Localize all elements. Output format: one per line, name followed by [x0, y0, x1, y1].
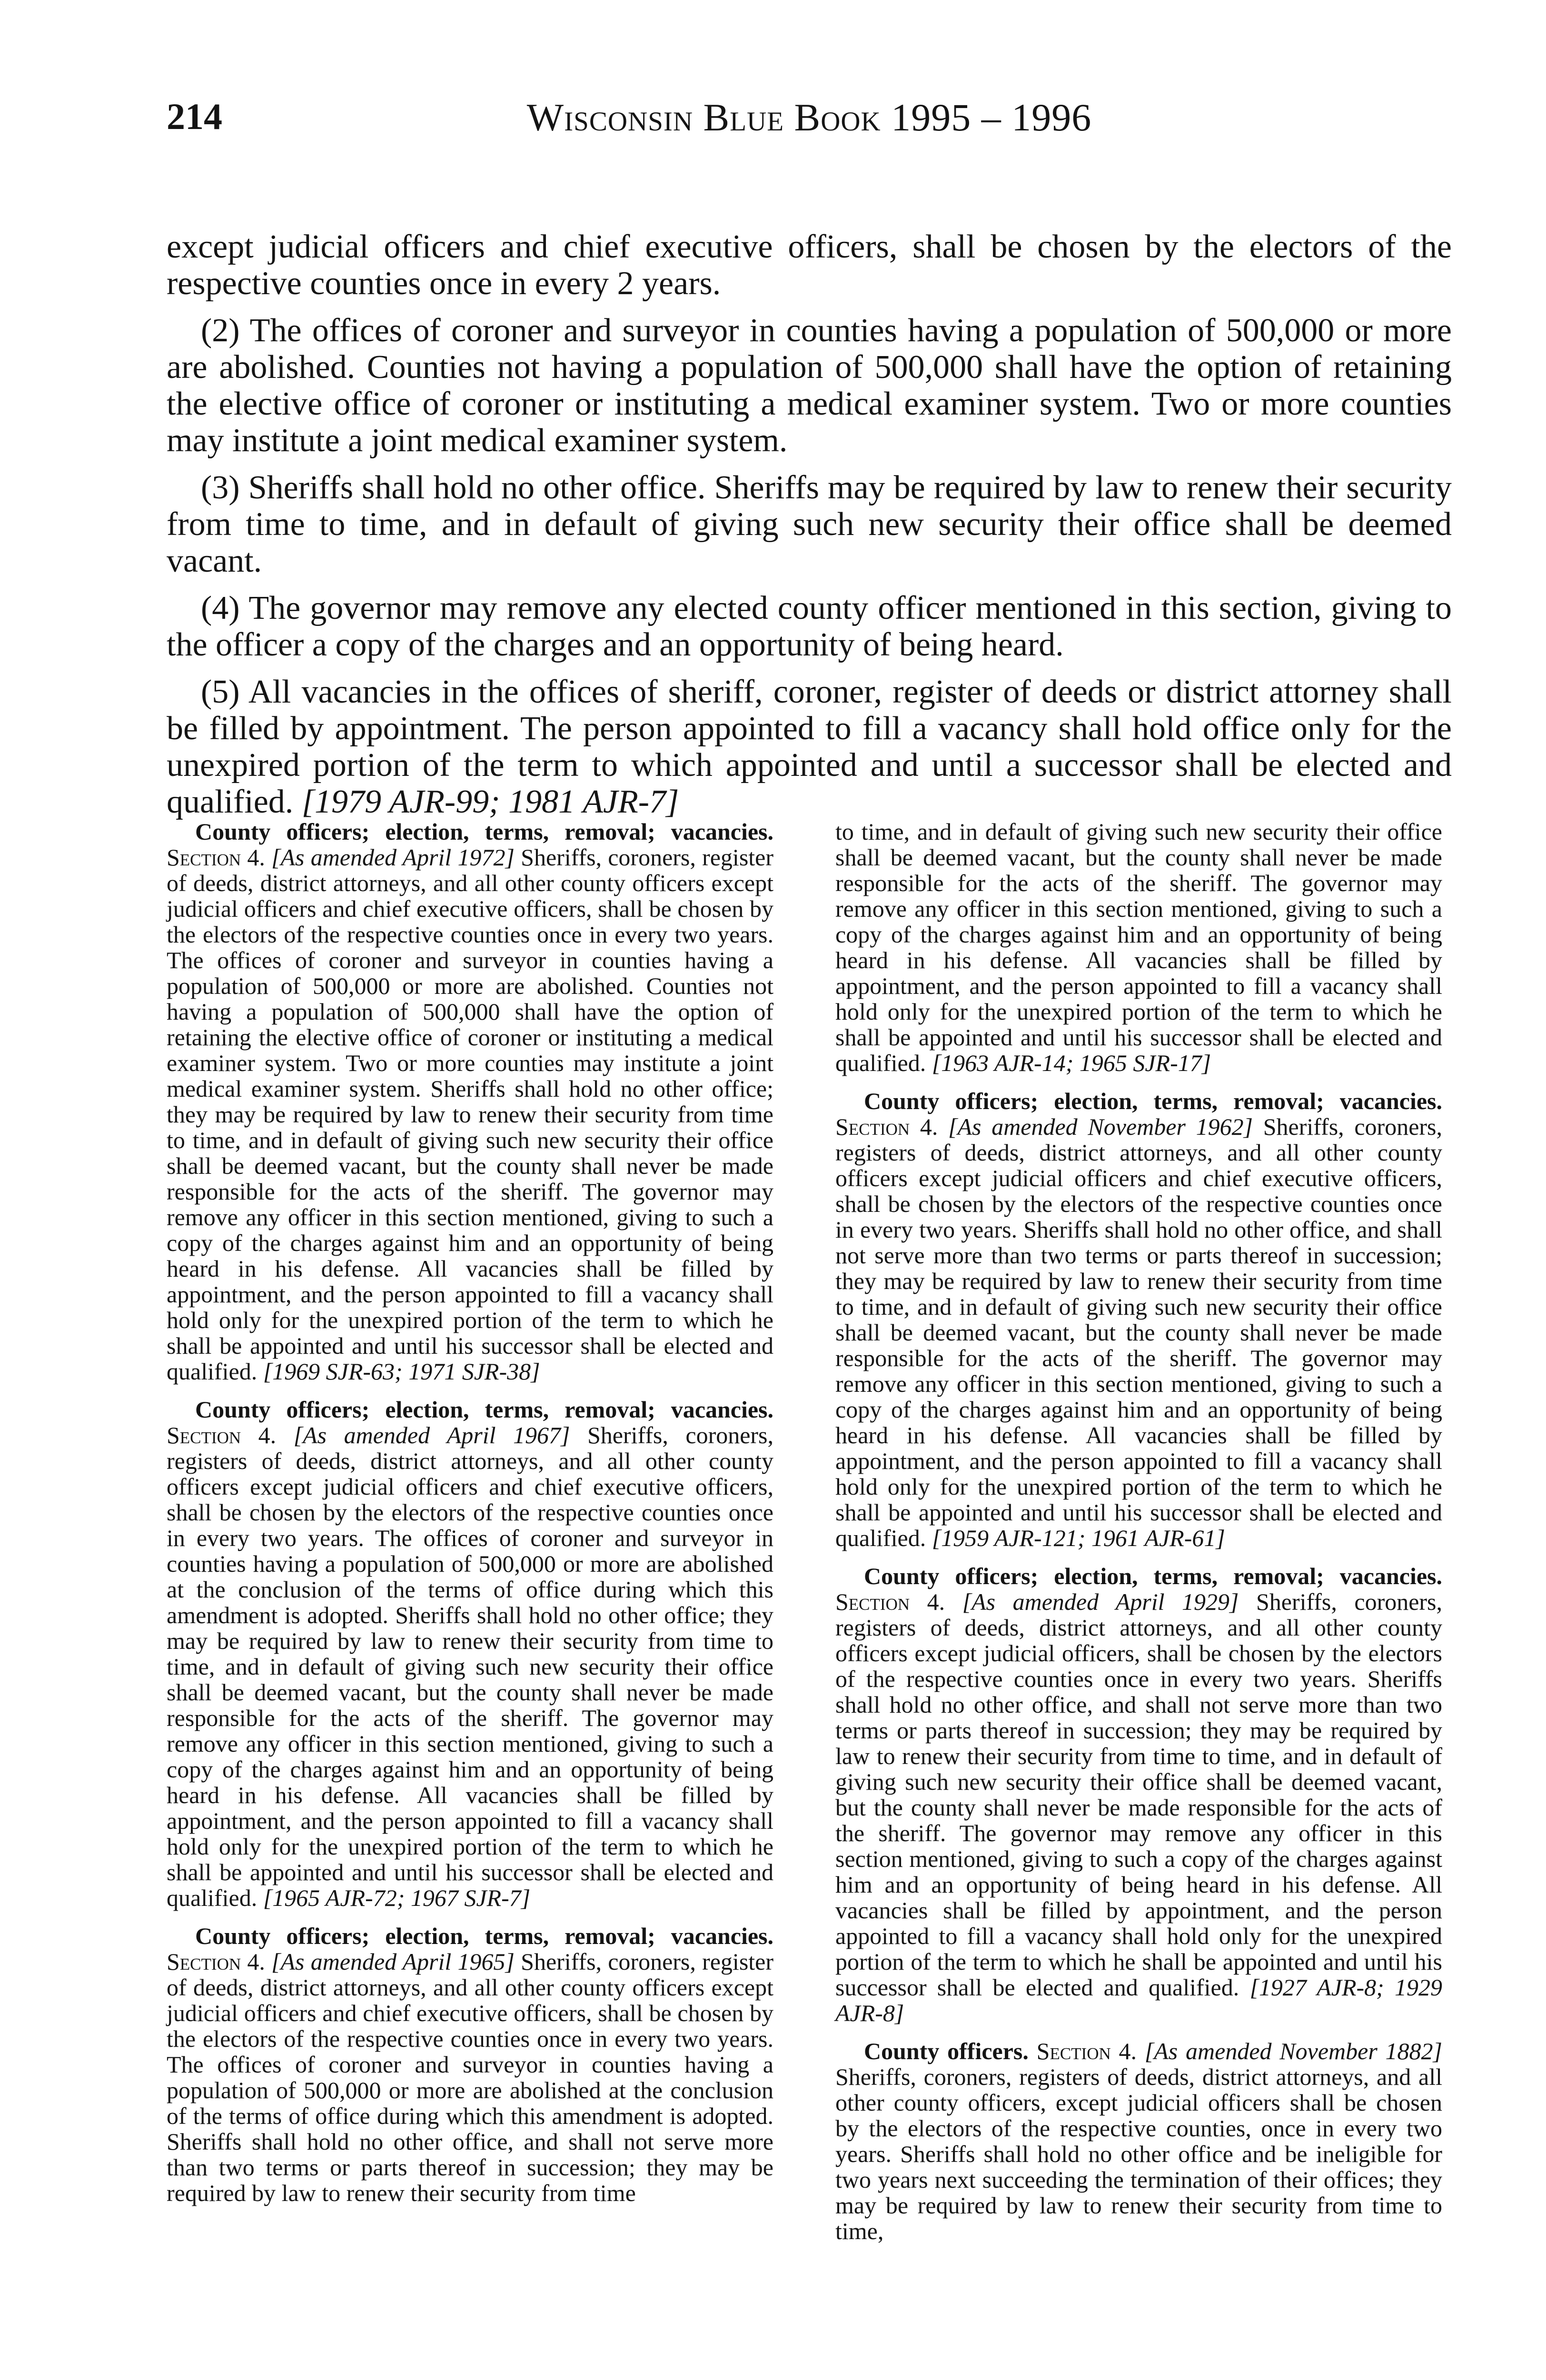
- note-amendment: [As amended April 1965]: [271, 1948, 515, 1975]
- paragraph-2: (2) The offices of coroner and surveyor in counties having a population of 500,000 or more are abolished. Counties not having a population of 500,000 shall have the option of retaining the elective office of coroner or instituting a medical examiner system. Two or more counties may institute a joint medical examiner system.: [167, 312, 1452, 459]
- note-section: Section 4.: [167, 844, 265, 871]
- note-heading: County officers; election, terms, removal; vacancies.: [195, 1923, 773, 1949]
- history-note-continuation: [835, 819, 1442, 1076]
- running-head: [167, 95, 1452, 148]
- paragraph-5-citation: [1979 AJR-99; 1981 AJR-7]: [301, 783, 679, 820]
- running-title: Wisconsin Blue Book 1995 – 1996: [526, 96, 1092, 139]
- note-amendment: [As amended April 1929]: [962, 1588, 1239, 1615]
- note-amendment: [As amended November 1962]: [948, 1113, 1253, 1140]
- note-text: Sheriffs, coroners, registers of deeds, district attorneys, and all other county officers except judicial officers, shall be chosen by the electors of the respective counties once in every two years. Sheriffs shall hold no other office, and shall not serve more than two terms or parts thereof in succession; they may be required by law to renew their security from time to time, and in default of giving such new security their office shall be deemed vacant, but the county shall never be made responsible for the acts of the sheriff. The governor may remove any officer in this section mentioned, giving to such a copy of the charges against him and an opportunity of being heard in his defense. All vacancies shall be filled by appointment, and the person appointed to fill a vacancy shall hold only for the unexpired portion of the term to which he shall be appointed and until his successor shall be elected and qualified.: [835, 1588, 1443, 2001]
- note-heading: County officers; election, terms, removal; vacancies.: [195, 818, 773, 845]
- note-heading: County officers.: [864, 2038, 1029, 2064]
- note-amendment: [As amended November 1882]: [1144, 2038, 1442, 2064]
- note-heading: County officers; election, terms, removal; vacancies.: [864, 1088, 1442, 1114]
- note-section: Section 4.: [167, 1422, 277, 1448]
- history-note: [835, 1563, 1442, 2026]
- note-citation: [1959 AJR-121; 1961 AJR-61]: [932, 1525, 1225, 1551]
- paragraph-5: [167, 674, 1452, 820]
- note-amendment: [As amended April 1972]: [271, 844, 515, 871]
- history-note: [167, 819, 773, 1384]
- note-text: Sheriffs, coroners, registers of deeds, district attorneys, and all other county officers, except judicial officers shall be chosen by the electors of the respective counties, once in every two years. Sheriffs shall hold no other office and be ineligible for two years next succeeding the termination of their offices; they may be required by law to renew their security from time to time,: [835, 2063, 1442, 2244]
- paragraph-3: (3) Sheriffs shall hold no other office. Sheriffs may be required by law to renew their security from time to time, and in default of giving such new security their office shall be deemed vacant.: [167, 469, 1452, 579]
- history-note: [167, 1923, 773, 2206]
- history-notes-right-column: [835, 819, 1442, 2256]
- note-text: Sheriffs, coroners, register of deeds, district attorneys, and all other county officers except judicial officers and chief executive officers, shall be chosen by the electors of the respective counties once in every two years. The offices of coroner and surveyor in counties having a population of 500,000 or more are abolished. Counties not having a population of 500,000 shall have the option of retaining the elective office of coroner or instituting a medical examiner system. Two or more counties may institute a joint medical examiner system. Sheriffs shall hold no other office; they may be required by law to renew their security from time to time, and in default of giving such new security their office shall be deemed vacant, but the county shall never be made responsible for the acts of the sheriff. The governor may remove any officer in this section mentioned, giving to such a copy of the charges against him and an opportunity of being heard in his defense. All vacancies shall be filled by appointment, and the person appointed to fill a vacancy shall hold only for the unexpired portion of the term to which he shall be appointed and until his successor shall be elected and qualified.: [167, 844, 774, 1385]
- note-text: to time, and in default of giving such new security their office shall be deemed vacant, but the county shall never be made responsible for the acts of the sheriff. The governor may remove any officer in this section mentioned, giving to such a copy of the charges against him and an opportunity of being heard in his defense. All vacancies shall be filled by appointment, and the person appointed to fill a vacancy shall hold only for the unexpired portion of the term to which he shall be appointed and until his successor shall be elected and qualified.: [835, 818, 1442, 1076]
- constitution-text: [167, 228, 1452, 831]
- note-heading: County officers; election, terms, removal; vacancies.: [864, 1563, 1442, 1589]
- note-amendment: [As amended April 1967]: [293, 1422, 570, 1448]
- note-section: Section 4.: [835, 1588, 945, 1615]
- paragraph-5-text: (5) All vacancies in the offices of sheriff, coroner, register of deeds or district attorney shall be filled by appointment. The person appointed to fill a vacancy shall hold office only for the unexpired portion of the term to which appointed and until a successor shall be elected and qualified.: [167, 674, 1452, 820]
- note-citation: [1965 AJR-72; 1967 SJR-7]: [263, 1884, 531, 1911]
- history-note: [835, 2038, 1442, 2244]
- note-text: Sheriffs, coroners, registers of deeds, district attorneys, and all other county officers except judicial officers and chief executive officers, shall be chosen by the electors of the respective counties once in every two years. The offices of coroner and surveyor in counties having a population of 500,000 or more are abolished at the conclusion of the terms of office during which this amendment is adopted. Sheriffs shall hold no other office; they may be required by law to renew their security from time to time, and in default of giving such new security their office shall be deemed vacant, but the county shall never be made responsible for the acts of the sheriff. The governor may remove any officer in this section mentioned, giving to such a copy of the charges against him and an opportunity of being heard in his defense. All vacancies shall be filled by appointment, and the person appointed to fill a vacancy shall hold only for the unexpired portion of the term to which he shall be appointed and until his successor shall be elected and qualified.: [167, 1422, 774, 1911]
- note-text: Sheriffs, coroners, register of deeds, district attorneys, and all other county officers except judicial officers and chief executive officers, shall be chosen by the electors of the respective counties once in every two years. The offices of coroner and surveyor in counties having a population of 500,000 or more are abolished at the conclusion of the terms of office during which this amendment is adopted. Sheriffs shall hold no other office, and shall not serve more than two terms or parts thereof in succession; they may be required by law to renew their security from time: [167, 1948, 774, 2206]
- paragraph-4: (4) The governor may remove any elected county officer mentioned in this section, giving to the officer a copy of the charges and an opportunity of being heard.: [167, 590, 1452, 663]
- note-section: Section 4.: [167, 1948, 265, 1975]
- note-citation: [1963 AJR-14; 1965 SJR-17]: [932, 1050, 1211, 1076]
- note-citation: [1969 SJR-63; 1971 SJR-38]: [263, 1358, 540, 1385]
- note-section: Section 4.: [1036, 2038, 1137, 2064]
- history-notes-left-column: [167, 819, 773, 2218]
- history-note: [835, 1088, 1442, 1551]
- paragraph-continuation: except judicial officers and chief executive officers, shall be chosen by the electors of the respective counties once in every 2 years.: [167, 228, 1452, 302]
- note-heading: County officers; election, terms, removal; vacancies.: [195, 1396, 773, 1423]
- note-text: Sheriffs, coroners, registers of deeds, district attorneys, and all other county officers except judicial officers and chief executive officers, shall be chosen by the electors of the respective counties once in every two years. Sheriffs shall hold no other office, and shall not serve more than two terms or parts thereof in succession; they may be required by law to renew their security from time to time, and in default of giving such new security their office shall be deemed vacant, but the county shall never be made responsible for the acts of the sheriff. The governor may remove any officer in this section mentioned, giving to such a copy of the charges against him and an opportunity of being heard in his defense. All vacancies shall be filled by appointment, and the person appointed to fill a vacancy shall hold only for the unexpired portion of the term to which he shall be appointed and until his successor shall be elected and qualified.: [835, 1113, 1442, 1551]
- note-citation: [1927 AJR-8; 1929 AJR-8]: [835, 1974, 1443, 2026]
- page-number: 214: [167, 96, 222, 137]
- history-note: [167, 1397, 773, 1911]
- note-section: Section 4.: [835, 1113, 938, 1140]
